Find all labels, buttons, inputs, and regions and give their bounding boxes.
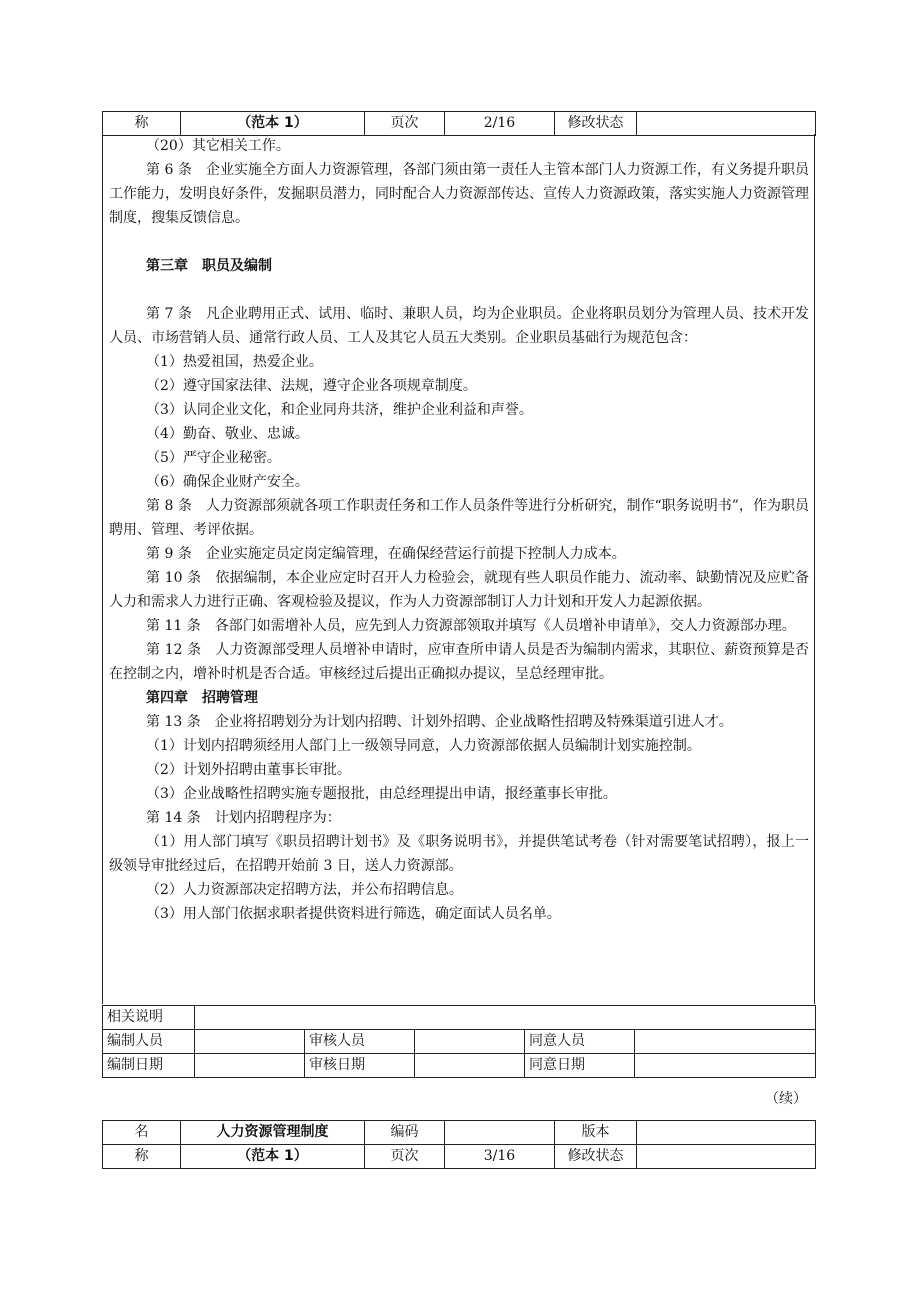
paragraph: 第 7 条 凡企业聘用正式、试用、临时、兼职人员，均为企业职员。企业将职员划分为管理人员、技术开发人员、市场营销人员、通常行政人员、工人及其它人员五大类别。企业职员基础行为规范包含：: [109, 306, 809, 346]
paragraph: （6）确保企业财产安全。: [146, 474, 309, 490]
paragraph: （1）计划内招聘须经用人部门上一级领导同意，人力资源部依据人员编制计划实施控制。: [146, 738, 701, 754]
paragraph: （3）用人部门依据求职者提供资料进行筛选，确定面试人员名单。: [146, 906, 561, 922]
review-date-value: [415, 1054, 525, 1078]
personnel-row: [103, 1030, 816, 1054]
continued-label: （续）: [765, 1091, 807, 1107]
compile-date-value: [195, 1054, 305, 1078]
chapter-heading: 第四章 招聘管理: [146, 690, 258, 706]
chapter-heading: 第三章 职员及编制: [146, 258, 272, 274]
code-label: 编码: [365, 1121, 445, 1145]
approval-table: [102, 1005, 816, 1078]
approver-value: [635, 1030, 816, 1054]
paragraph: 第 10 条 依据编制，本企业应定时召开人力检验会，就现有些人职员作能力、流动率、缺勤情况及应贮备人力和需求人力进行正确、客观检验及提议，作为人力资源部制订人力计划和开发人力起源依据。: [109, 570, 809, 610]
revision-value: [637, 112, 816, 136]
paragraph: 第 14 条 计划内招聘程序为：: [146, 810, 341, 826]
body-text: [109, 134, 809, 926]
paragraph: （3）认同企业文化，和企业同舟共济，维护企业利益和声誉。: [146, 402, 533, 418]
header-row-2: [103, 1145, 816, 1169]
paragraph: 第 12 条 人力资源部受理人员增补申请时，应审查所申请人员是否为编制内需求，其职位、薪资预算是否在控制之内，增补时机是否合适。审核经过后提出正确拟办提议，呈总经理审批。: [109, 642, 809, 682]
paragraph: 第 13 条 企业将招聘划分为计划内招聘、计划外招聘、企业战略性招聘及特殊渠道引进人才。: [146, 714, 733, 730]
paragraph: （20）其它相关工作。: [146, 138, 290, 154]
header-row-1: [103, 1121, 816, 1145]
header-row: [103, 112, 816, 136]
code-value: [445, 1121, 555, 1145]
page-label: 页次: [365, 112, 445, 136]
paragraph: （2）遵守国家法律、法规，遵守企业各项规章制度。: [146, 378, 477, 394]
paragraph: （2）人力资源部决定招聘方法，并公布招聘信息。: [146, 882, 463, 898]
paragraph: （1）用人部门填写《职员招聘计划书》及《职务说明书》，并提供笔试考卷（针对需要笔试招聘），报上一级领导审批经过后，在招聘开始前 3 日，送人力资源部。: [109, 834, 809, 874]
revision-label: 修改状态: [555, 112, 637, 136]
paragraph: （3）企业战略性招聘实施专题报批，由总经理提出申请，报经董事长审批。: [146, 786, 617, 802]
paragraph: 第 11 条 各部门如需增补人员，应先到人力资源部领取并填写《人员增补申请单》，交人力资源部办理。: [146, 618, 796, 634]
document-body: [102, 134, 815, 1004]
name-label-top: 名: [103, 1121, 181, 1145]
compile-date-label: 编制日期: [103, 1054, 195, 1078]
paragraph: （5）严守企业秘密。: [146, 450, 281, 466]
page-number: 2/16: [445, 112, 555, 136]
compiler-value: [195, 1030, 305, 1054]
paragraph: （4）勤奋、敬业、忠诚。: [146, 426, 309, 442]
approver-label: 同意人员: [525, 1030, 635, 1054]
revision-value: [637, 1145, 816, 1169]
page-label: 页次: [365, 1145, 445, 1169]
paragraph: 第 9 条 企业实施定员定岗定编管理，在确保经营运行前提下控制人力成本。: [146, 546, 626, 562]
page-number: 3/16: [445, 1145, 555, 1169]
revision-label: 修改状态: [555, 1145, 637, 1169]
approve-date-label: 同意日期: [525, 1054, 635, 1078]
related-row: [103, 1006, 816, 1030]
blank-line: [109, 278, 809, 302]
related-value: [195, 1006, 816, 1030]
paragraph: （2）计划外招聘由董事长审批。: [146, 762, 351, 778]
paragraph: 第 8 条 人力资源部须就各项工作职责任务和工作人员条件等进行分析研究，制作“职务说明书”，作为职员聘用、管理、考评依据。: [109, 498, 809, 538]
reviewer-value: [415, 1030, 525, 1054]
document-title: 人力资源管理制度: [181, 1121, 365, 1145]
blank-line: [109, 230, 809, 254]
document-title: （范本 1）: [181, 112, 365, 136]
review-date-label: 审核日期: [305, 1054, 415, 1078]
name-label: 称: [103, 112, 181, 136]
header-table-top: [102, 111, 816, 136]
document-subtitle: （范本 1）: [181, 1145, 365, 1169]
date-row: [103, 1054, 816, 1078]
reviewer-label: 审核人员: [305, 1030, 415, 1054]
paragraph: 第 6 条 企业实施全方面人力资源管理，各部门须由第一责任人主管本部门人力资源工作，有义务提升职员工作能力，发明良好条件，发掘职员潜力，同时配合人力资源部传达、宣传人力资源政策，落实实施人力资源管理制度，搜集反馈信息。: [109, 162, 809, 226]
related-label: 相关说明: [103, 1006, 195, 1030]
paragraph: （1）热爱祖国，热爱企业。: [146, 354, 323, 370]
header-table-next: [102, 1120, 816, 1169]
compiler-label: 编制人员: [103, 1030, 195, 1054]
approve-date-value: [635, 1054, 816, 1078]
version-value: [637, 1121, 816, 1145]
version-label: 版本: [555, 1121, 637, 1145]
name-label-bottom: 称: [103, 1145, 181, 1169]
